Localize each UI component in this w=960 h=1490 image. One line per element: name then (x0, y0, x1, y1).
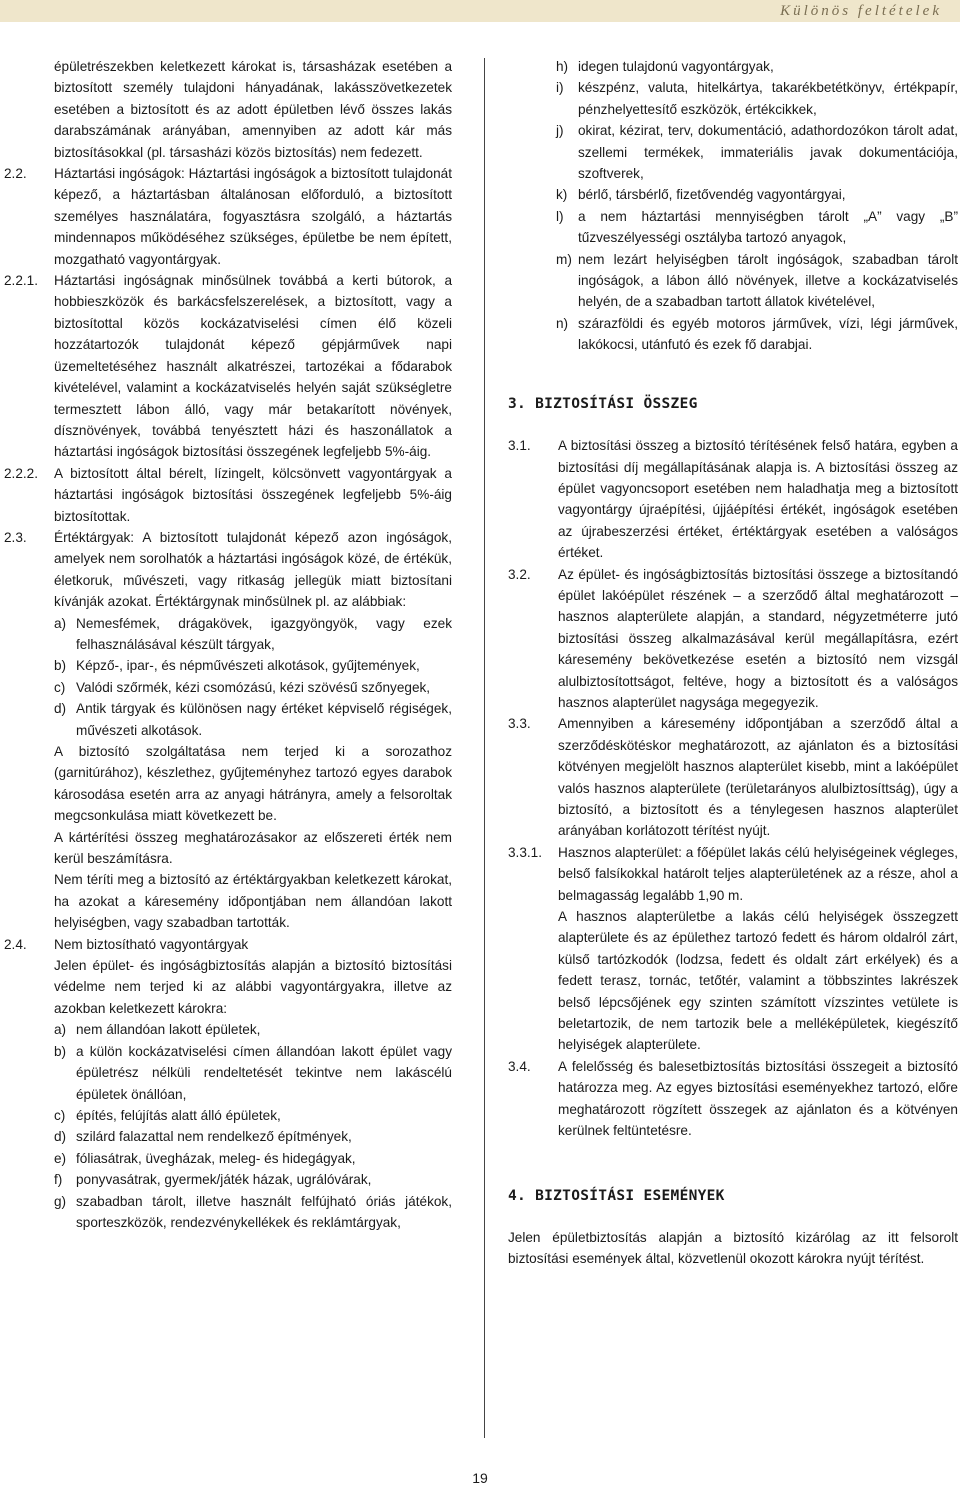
list-text: Antik tárgyak és különösen nagy értéket képviselő régiségek, művészeti alkotások. (76, 701, 452, 738)
section-number: 3.1. (508, 438, 531, 454)
section-2-4 (4, 934, 452, 955)
list-text: fóliasátrak, üvegházak, meleg- és hidegágyak, (76, 1150, 356, 1166)
list-label: i) (556, 80, 564, 96)
list-label: n) (556, 315, 569, 331)
list-label: d) (54, 1129, 67, 1145)
section-2-2-1 (4, 270, 452, 463)
section-heading-3: 3. BIZTOSÍTÁSI ÖSSZEG (508, 395, 698, 412)
list-item (4, 1126, 452, 1147)
section-text: A biztosított által bérelt, lízingelt, kölcsönvett vagyontárgyak a háztartási ingóságok biztosítási összegének legfeljebb 5%-áig biztosítottak. (54, 465, 452, 524)
list-item (508, 120, 958, 184)
list-text: építés, felújítás alatt álló épületek, (76, 1107, 281, 1123)
list-item (4, 1105, 452, 1126)
list-label: b) (54, 658, 67, 674)
valuables-paragraph-1: A biztosító szolgáltatása nem terjed ki a sorozathoz (garnitúrához), készlethez, gyűjteményhez tartozó egyes darabok károsodása esetén arra az anyagi hátrányra, amely a felsoroltak megcsonkulása miatt következett be. (54, 744, 452, 824)
section-4-text: Jelen épületbiztosítás alapján a biztosító kizárólag az itt felsorolt biztosítási események által, közvetlenül okozott károkra nyújt térítést. (508, 1229, 958, 1267)
section-3-4 (508, 1056, 958, 1142)
section-text: Amennyiben a káresemény időpontjában a szerződő által a szerződéskötéskor meghatározott, az ajánlaton és a biztosítási kötvényen megjelölt hasznos alapterület kisebb, mint a lakóépület valós hasznos alapterülete (területarányos alulbiztosíttság), úgy a biztosító, a biztosított és a ténylegesen hasznos alapterület arányában korlátozott térítést nyújt. (558, 716, 958, 839)
list-item (4, 1041, 452, 1105)
list-label: c) (54, 1107, 66, 1123)
list-label: h) (556, 59, 569, 74)
section-3-3-1 (508, 842, 958, 906)
section-text: Háztartási ingóságok: Háztartási ingóságok a biztosított tulajdonát képező, a háztartásban általánosan előforduló, a biztosított személyes használatára, fogyasztásra szolgáló, a háztartás mindennapos működéséhez szükséges, épületbe be nem épített, mozgatható vagyontárgyak. (54, 166, 452, 267)
section-number: 3.2. (508, 566, 531, 582)
section-3-2 (508, 564, 958, 714)
section-number: 2.2. (4, 166, 27, 182)
section-number: 2.3. (4, 529, 27, 545)
page-header (0, 0, 960, 22)
list-item (508, 313, 958, 356)
list-label: j) (556, 123, 564, 139)
valuables-paragraph-2: A kártérítési összeg meghatározásakor az előszereti érték nem kerül beszámításra. (54, 829, 452, 867)
section-number: 2.4. (4, 936, 27, 952)
list-item (4, 613, 452, 656)
list-text: Képző-, ipar-, és népművészeti alkotások, gyűjtemények, (76, 658, 420, 674)
list-item (508, 56, 958, 77)
list-item (4, 1169, 452, 1190)
list-label: l) (556, 208, 564, 224)
list-text: nem állandóan lakott épületek, (76, 1022, 261, 1038)
section-text: Hasznos alapterület: a főépület lakás célú helyiségeinek végleges, belső falsíkokkal határolt teljes alapterületének az a része, ahol a belmagasság legalább 1,90 m. (558, 844, 958, 903)
list-item (508, 249, 958, 313)
section-title: Nem biztosítható vagyontárgyak (54, 936, 249, 952)
section-number: 2.2.1. (4, 273, 39, 289)
list-item (4, 677, 452, 698)
list-label: e) (54, 1150, 67, 1166)
list-item (4, 698, 452, 741)
list-text: ponyvasátrak, gyermek/játék házak, ugrálóvárak, (76, 1172, 372, 1188)
valuables-list (4, 613, 452, 741)
section-text: Az épület- és ingóságbiztosítás biztosítási összege a biztosítandó épület lakóépület részének – a szerződő által meghatározott – hasznos alapterülete alapján, a standard, négyzetméterre jutó biztosítási összeg alkalmazásával kerül megállapításra, ezért káresemény bekövetkezése esetén a biztosító nem vizsgál alulbiztosítottságot, feltéve, hogy a biztosított és a valóságos hasznos alapterület nagysága megegyezik. (558, 566, 958, 710)
list-label: b) (54, 1043, 67, 1059)
list-text: a nem háztartási mennyiségben tárolt „A” vagy „B” tűzveszélyességi osztályba tartozó anyagok, (578, 208, 958, 246)
section-3-1 (508, 435, 958, 563)
section-text: Háztartási ingóságnak minősülnek továbbá a kerti bútorok, a hobbieszközök és barkácsfelszerelések, a biztosított, vagy a biztosítottal közös kockázatviselési címen élő közeli hozzátartozók tulajdonát képező gépjárművek napi üzemeltetéséhez használt alkatrészei, tartozékai a fődarabok kivételével, valamint a kockázatviselés helyén saját szükségletre termesztett lábon álló, vagy már betakarított növények, dísznövények, továbbá tenyésztett házi és haszonállatok a háztartási ingóságok biztosítási összegének legfeljebb 5%-áig. (54, 273, 452, 460)
list-item (508, 184, 958, 205)
right-column (508, 56, 958, 1270)
intro-paragraph: épületrészekben keletkezett károkat is, társasházak esetében a biztosított személy tulajdoni hányadának, lakásszövetkezetek esetében a biztosított és az adott épületben lévő összes lakás darabszámának arányában, amennyiben az adott kár más biztosításokkal (pl. társasházi közös biztosítás) nem fedezett. (54, 59, 452, 160)
list-item (4, 655, 452, 676)
section-2-2 (4, 163, 452, 270)
section-number: 3.4. (508, 1058, 531, 1074)
excluded-items-list (4, 1019, 452, 1233)
list-item (508, 77, 958, 120)
section-number: 2.2.2. (4, 465, 39, 481)
list-text: szárazföldi és egyéb motoros járművek, vízi, légi járművek, lakókocsi, utánfutó és ezek fő darabjai. (578, 315, 958, 353)
list-item (508, 206, 958, 249)
section-2-3 (4, 527, 452, 613)
section-number: 3.3.1. (508, 844, 543, 860)
section-2-4-text: Jelen épület- és ingóságbiztosítás alapján a biztosító biztosítási védelme nem terjed ki az alábbi vagyontárgyakra, illetve az azokban keletkezett károkra: (54, 958, 452, 1016)
list-text: szilárd falazattal nem rendelkező építmények, (76, 1129, 352, 1145)
section-heading-4: 4. BIZTOSÍTÁSI ESEMÉNYEK (508, 1187, 725, 1204)
list-item (4, 1148, 452, 1169)
list-label: m) (556, 251, 572, 267)
list-text: Valódi szőrmék, kézi csomózású, kézi szövésű szőnyegek, (76, 679, 431, 695)
list-label: c) (54, 679, 66, 695)
section-number: 3.3. (508, 716, 531, 732)
list-label: a) (54, 1022, 67, 1038)
list-label: a) (54, 615, 67, 631)
section-3-3 (508, 713, 958, 841)
list-item (4, 1019, 452, 1040)
excluded-items-list-continued (508, 56, 958, 356)
list-text: a külön kockázatviselési címen állandóan lakott épület vagy épületrész nélküli rendeltetését tekintve nem lakáscélú épületek önállóan, (76, 1043, 452, 1102)
list-text: okirat, kézirat, terv, dokumentáció, adathordozókon tárolt adat, szellemi termékek, immateriális javak dokumentációja, szoftverek, (578, 123, 958, 182)
list-text: idegen tulajdonú vagyontárgyak, (578, 59, 774, 74)
left-column (4, 56, 452, 1233)
section-2-2-2 (4, 463, 452, 527)
section-3-3-1-paragraph: A hasznos alapterületbe a lakás célú helyiségek összegzett alapterülete és az épülethez tartozó fedett és három oldalról zárt, külső tartózkodók (lodzsa, fedett és oldalt zárt erkélyek) és a fedett terasz, tornác, tetőtér, valamint a többszintes lakrészek belső lépcsőjének egy szinten számított vízszintes vetülete is beletartozik, de nem tartozik bele a melléképületek, kiegészítő helyiségek alapterülete. (558, 909, 958, 1053)
header-title: Különös feltételek (780, 3, 942, 19)
list-text: nem lezárt helyiségben tárolt ingóságok, szabadban tárolt ingóságok, a lábon álló növények, illetve a kockázatviselés helyén, de a szabadban tartott állatok kivételével, (578, 251, 958, 310)
list-item (4, 1191, 452, 1234)
page-number: 19 (472, 1470, 488, 1486)
section-text: A felelősség és balesetbiztosítás biztosítási összegeit a biztosító határozza meg. Az egyes biztosítási eseményekhez tartozó, előre meghatározott rögzített összegek az ajánlaton és a kötvényen kerülnek feltüntetésre. (558, 1058, 958, 1139)
section-text: Értéktárgyak: A biztosított tulajdonát képező azon ingóságok, amelyek nem sorolhatók a háztartási ingóságok közé, de értékük, életkoruk, művészeti, vagy ritkaság jellegük miatt biztosítani kívánják azokat. Értéktárgynak minősülnek pl. az alábbiak: (54, 529, 452, 610)
list-text: bérlő, társbérlő, fizetővendég vagyontárgyai, (578, 187, 846, 203)
valuables-paragraph-3: Nem téríti meg a biztosító az értéktárgyakban keletkezett károkat, ha azokat a káresemény időpontjában nem állandóan lakott helyiségben, vagy szabadban tartották. (54, 872, 452, 931)
section-text: A biztosítási összeg a biztosító térítésének felső határa, egyben a biztosítási díj megállapításának alapja is. A biztosítási összeg az épület vagyoncsoport esetében nem haladhatja meg a biztosított vagyontárgy újraépítési, újjáépítési értékét, ingóságok esetében az újrabeszerzési értéket, értéktárgyak esetében a valóságos értéket. (558, 438, 958, 561)
list-text: szabadban tárolt, illetve használt felfújható óriás játékok, sporteszközök, rendezvénykellékek és reklámtárgyak, (76, 1193, 452, 1230)
list-label: g) (54, 1193, 67, 1209)
list-label: f) (54, 1172, 63, 1188)
list-text: készpénz, valuta, hitelkártya, takarékbetétkönyv, értékpapír, pénzhelyettesítő eszközök, értékcikkek, (578, 80, 958, 117)
column-divider (484, 58, 485, 1438)
list-text: Nemesfémek, drágakövek, igazgyöngyök, vagy ezek felhasználásával készült tárgyak, (76, 615, 452, 652)
list-label: d) (54, 701, 67, 717)
list-label: k) (556, 187, 568, 203)
